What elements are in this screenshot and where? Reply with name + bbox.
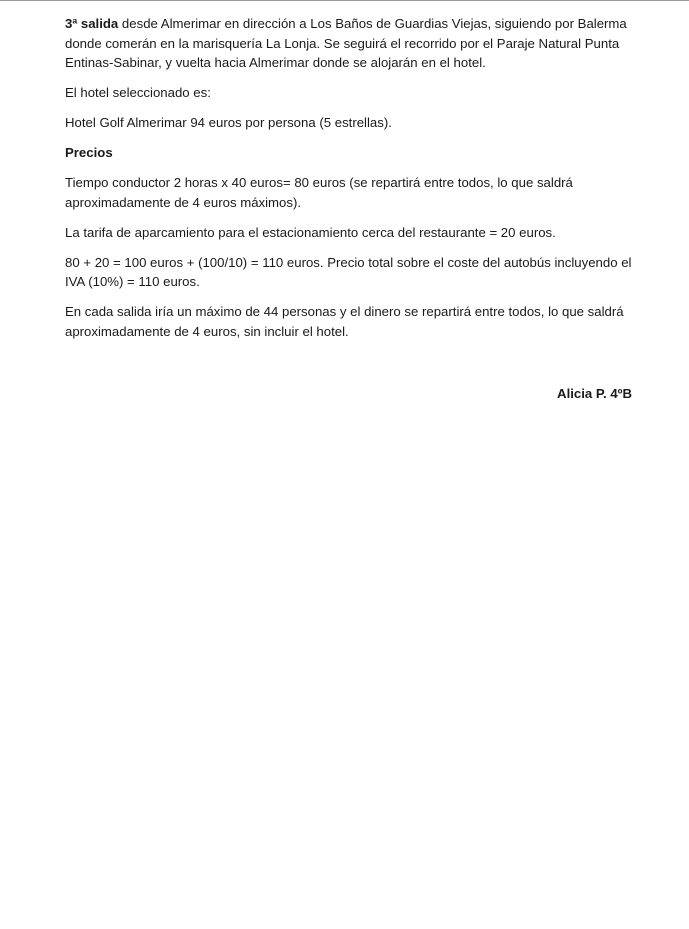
trip-3-label: 3ª salida [65,16,119,31]
page-top-border [0,0,689,1]
trip-3-description: desde Almerimar en dirección a Los Baños de Guardias Viejas, siguiendo por Balerma donde comerán en la marisquería La Lonja. Se seguirá el recorrido por el Paraje Natural Punta Entinas-Sabinar, y vuelta hacia Almerimar donde se alojarán en el hotel. [65,16,627,70]
total-cost-paragraph: 80 + 20 = 100 euros + (100/10) = 110 euros. Precio total sobre el coste del autobús incluyendo el IVA (10%) = 110 euros. [65,254,632,289]
hotel-intro: El hotel seleccionado es: [65,85,211,100]
prices-heading: Precios [65,145,113,160]
driver-cost-paragraph: Tiempo conductor 2 horas x 40 euros= 80 euros (se repartirá entre todos, lo que saldrá aproximadamente de 4 euros máximos). [65,175,573,210]
hotel-line: Hotel Golf Almerimar 94 euros por persona (5 estrellas). [65,115,392,130]
parking-cost-paragraph: La tarifa de aparcamiento para el estacionamiento cerca del restaurante = 20 euros. [65,224,556,240]
trip-3-paragraph [65,14,637,73]
author-signature: Alicia P. 4ºB [557,386,632,401]
per-trip-note-paragraph: En cada salida iría un máximo de 44 personas y el dinero se repartirá entre todos, lo que saldrá aproximadamente de 4 euros, sin incluir el hotel. [65,304,624,339]
document-body [65,14,637,352]
